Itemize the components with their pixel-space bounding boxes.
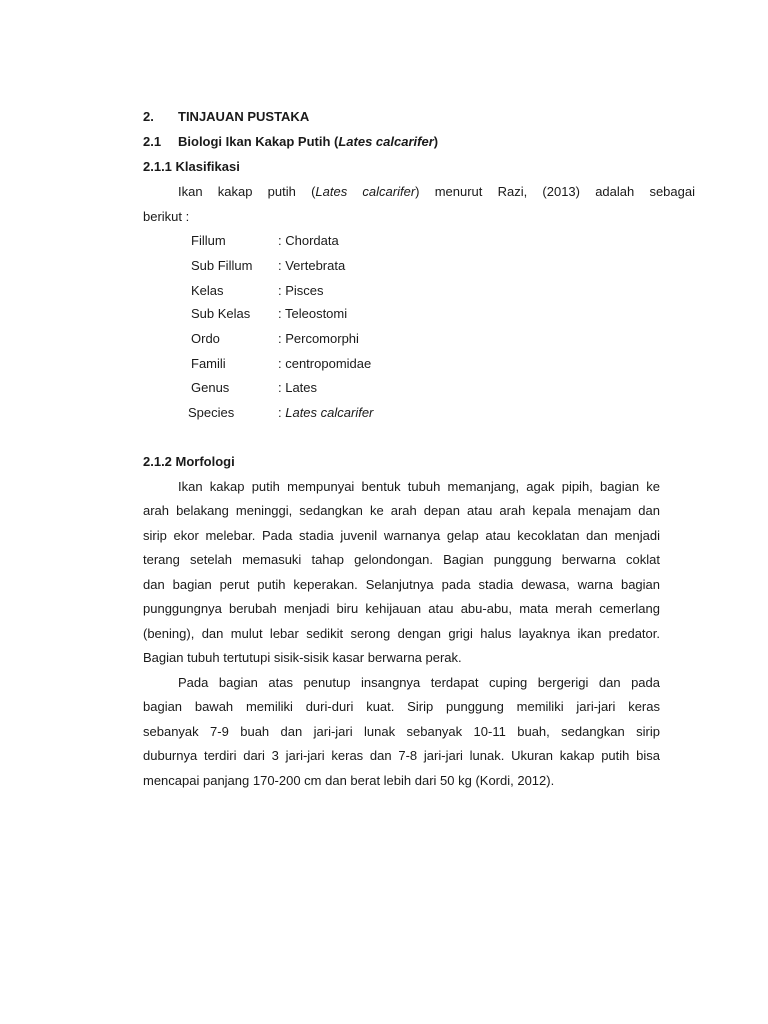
subsection-title-suffix: ): [433, 134, 439, 149]
paragraph-line: duburnya terdiri dari 3 jari-jari keras dan 7-8 jari-jari lunak. Ukuran kakap putih bisa: [143, 748, 660, 763]
paragraph-line: punggungnya berubah menjadi biru kehijauan atau abu-abu, mata merah cemerlang: [143, 601, 660, 616]
subsection-number: 2.1: [143, 134, 162, 149]
section-title: TINJAUAN PUSTAKA: [178, 109, 310, 124]
classification-label: Fillum: [191, 233, 226, 248]
paragraph-line: Bagian tubuh tertutupi sisik-sisik kasar berwarna perak.: [143, 650, 462, 665]
klasifikasi-intro-line-1: [143, 184, 695, 200]
classification-value: [278, 405, 373, 421]
intro-text-part: [178, 184, 695, 200]
classification-value: : Percomorphi: [278, 331, 359, 346]
morfologi-heading: 2.1.2 Morfologi: [143, 454, 235, 469]
intro-text-species: Lates calcarifer: [315, 184, 416, 199]
classification-value: : centropomidae: [278, 356, 372, 371]
subsection-title-prefix: Biologi Ikan Kakap Putih (: [178, 134, 339, 149]
paragraph-line: mencapai panjang 170-200 cm dan berat lebih dari 50 kg (Kordi, 2012).: [143, 773, 555, 788]
paragraph-line: sirip ekor melebar. Pada stadia juvenil warnanya gelap atau kecoklatan dan menjadi: [143, 528, 660, 543]
paragraph-line: sebanyak 7-9 buah dan jari-jari lunak sebanyak 10-11 buah, sedangkan sirip: [143, 724, 660, 739]
klasifikasi-heading: 2.1.1 Klasifikasi: [143, 159, 240, 174]
classification-label: Species: [188, 405, 235, 420]
paragraph-line: [178, 479, 660, 495]
classification-value: : Teleostomi: [278, 306, 348, 321]
classification-label: Famili: [191, 356, 226, 371]
paragraph-line: dan bagian perut putih keperakan. Selanjutnya pada stadia dewasa, warna bagian: [143, 577, 660, 592]
classification-label: Sub Kelas: [191, 306, 251, 321]
classification-value-species: Lates calcarifer: [285, 405, 374, 420]
klasifikasi-intro-line-2: berikut :: [143, 209, 190, 224]
paragraph-line-text: Ikan kakap putih mempunyai bentuk tubuh memanjang, agak pipih, bagian ke: [178, 479, 660, 494]
classification-label: Sub Fillum: [191, 258, 253, 273]
intro-text-p1: Ikan kakap putih (: [178, 184, 316, 199]
classification-value: : Vertebrata: [278, 258, 346, 273]
paragraph-line: bagian bawah memiliki duri-duri kuat. Sirip punggung memiliki jari-jari keras: [143, 699, 660, 714]
classification-label: Ordo: [191, 331, 220, 346]
classification-value: : Pisces: [278, 283, 324, 298]
classification-value-prefix: :: [278, 405, 286, 420]
section-number: 2.: [143, 109, 154, 124]
intro-text-p3: ) menurut Razi, (2013) adalah sebagai: [415, 184, 695, 199]
subsection-title-species: Lates calcarifer: [338, 134, 434, 149]
paragraph-line: arah belakang meninggi, sedangkan ke arah depan atau arah kepala menajam dan: [143, 503, 660, 518]
classification-label: Kelas: [191, 283, 224, 298]
classification-value: : Lates: [278, 380, 318, 395]
classification-label: Genus: [191, 380, 230, 395]
paragraph-line: terang setelah memasuki tahap gelondongan. Bagian punggung berwarna coklat: [143, 552, 660, 567]
paragraph-line: Pada bagian atas penutup insangnya terdapat cuping bergerigi dan pada: [178, 675, 660, 690]
subsection-title: [178, 134, 438, 150]
classification-value: : Chordata: [278, 233, 339, 248]
paragraph-line: (bening), dan mulut lebar sedikit serong dengan grigi halus layaknya ikan predator.: [143, 626, 660, 641]
